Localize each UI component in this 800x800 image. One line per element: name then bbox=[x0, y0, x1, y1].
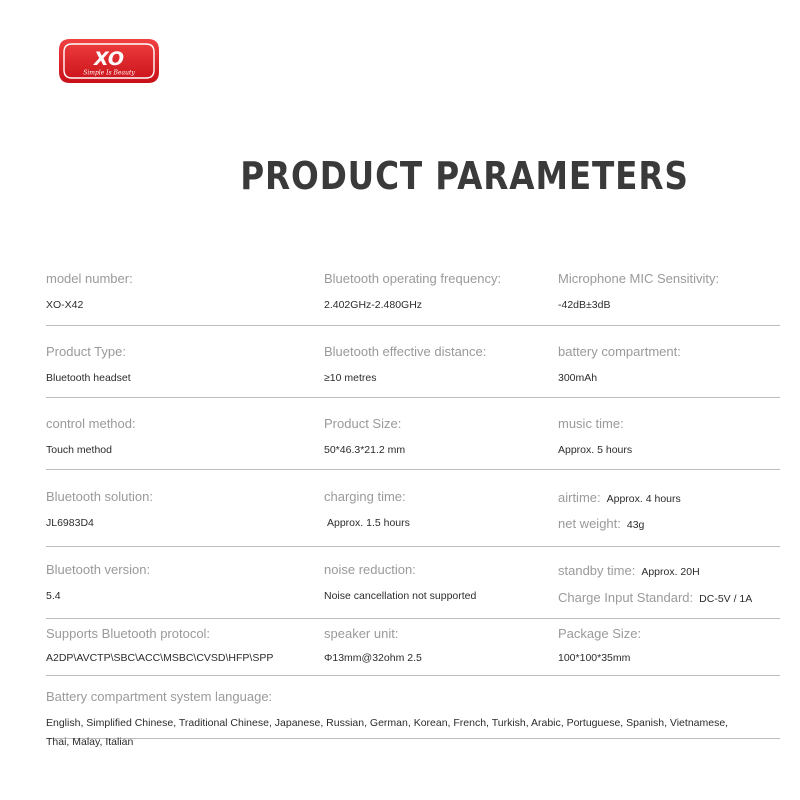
spec-cell bbox=[46, 271, 133, 311]
spec-cell bbox=[324, 344, 486, 384]
spec-label: control method: bbox=[46, 416, 136, 431]
spec-cell bbox=[46, 344, 131, 384]
spec-row bbox=[46, 470, 780, 547]
spec-label: Product Size: bbox=[324, 416, 402, 431]
spec-cell bbox=[46, 489, 153, 529]
spec-label: Microphone MIC Sensitivity: bbox=[558, 271, 720, 286]
spec-value: 50*46.3*21.2 mm bbox=[324, 444, 406, 456]
spec-label: Battery compartment system language: bbox=[46, 689, 273, 704]
spec-cell bbox=[46, 626, 273, 664]
spec-value: Approx. 4 hours bbox=[606, 493, 681, 505]
spec-label: Supports Bluetooth protocol: bbox=[46, 626, 211, 641]
spec-row bbox=[46, 326, 780, 398]
spec-value: Approx. 1.5 hours bbox=[327, 517, 410, 529]
spec-label: net weight: bbox=[558, 516, 621, 531]
spec-label: model number: bbox=[46, 271, 133, 286]
spec-label: Bluetooth version: bbox=[46, 562, 151, 577]
spec-value: -42dB±3dB bbox=[558, 299, 611, 311]
language-row bbox=[46, 676, 780, 748]
spec-label: Bluetooth effective distance: bbox=[324, 344, 487, 359]
spec-cell bbox=[558, 626, 641, 664]
spec-label: speaker unit: bbox=[324, 626, 399, 641]
spec-pair bbox=[558, 562, 752, 580]
spec-value: 5.4 bbox=[46, 590, 61, 602]
spec-value: DC-5V / 1A bbox=[699, 593, 753, 605]
spec-label: battery compartment: bbox=[558, 344, 681, 359]
spec-row bbox=[46, 619, 780, 676]
spec-cell bbox=[46, 562, 150, 602]
page-title: PRODUCT PARAMETERS bbox=[240, 154, 689, 198]
spec-cell bbox=[324, 562, 476, 602]
brand-logo bbox=[56, 36, 162, 86]
spec-table bbox=[46, 254, 780, 748]
spec-value: 2.402GHz-2.480GHz bbox=[324, 299, 423, 311]
spec-cell bbox=[324, 626, 422, 664]
spec-cell bbox=[46, 689, 746, 752]
spec-label: Charge Input Standard: bbox=[558, 590, 694, 605]
spec-cell bbox=[46, 416, 136, 456]
spec-value: English, Simplified Chinese, Traditional Chinese, Japanese, Russian, German, Korean, French, Turkish, Arabic, Portuguese, Spanish, Vietnamese, Thai, Malay, Italian bbox=[46, 717, 729, 748]
spec-cell bbox=[324, 489, 410, 529]
spec-label: Product Type: bbox=[46, 344, 126, 359]
spec-label: airtime: bbox=[558, 490, 601, 505]
spec-label: Bluetooth operating frequency: bbox=[324, 271, 502, 286]
spec-value: A2DP\AVCTP\SBC\ACC\MSBC\CVSD\HFP\SPP bbox=[46, 652, 274, 664]
spec-pair bbox=[558, 515, 681, 533]
spec-value: Noise cancellation not supported bbox=[324, 590, 477, 602]
spec-label: music time: bbox=[558, 416, 624, 431]
spec-value: Touch method bbox=[46, 444, 112, 456]
spec-value: Φ13mm@32ohm 2.5 bbox=[324, 652, 422, 664]
spec-row bbox=[46, 547, 780, 619]
spec-pair bbox=[558, 589, 752, 607]
spec-value: 300mAh bbox=[558, 372, 598, 384]
spec-cell bbox=[558, 562, 752, 607]
spec-row bbox=[46, 398, 780, 470]
logo-tagline: Simple Is Beauty bbox=[83, 69, 135, 77]
logo-text: XO bbox=[93, 48, 125, 70]
spec-value: 43g bbox=[626, 519, 645, 531]
spec-value: Bluetooth headset bbox=[46, 372, 131, 384]
spec-label: Bluetooth solution: bbox=[46, 489, 153, 504]
spec-value: XO-X42 bbox=[46, 299, 84, 311]
spec-label: charging time: bbox=[324, 489, 406, 504]
spec-cell bbox=[324, 271, 501, 311]
spec-label: Package Size: bbox=[558, 626, 642, 641]
spec-cell bbox=[558, 489, 681, 533]
spec-cell bbox=[558, 416, 632, 456]
spec-pair bbox=[558, 489, 681, 507]
spec-value: Approx. 20H bbox=[641, 566, 700, 578]
spec-value: ≥10 metres bbox=[324, 372, 377, 384]
spec-cell bbox=[324, 416, 405, 456]
spec-label: noise reduction: bbox=[324, 562, 416, 577]
spec-label: standby time: bbox=[558, 563, 636, 578]
spec-value: Approx. 5 hours bbox=[558, 444, 633, 456]
spec-cell bbox=[558, 344, 681, 384]
spec-value: JL6983D4 bbox=[46, 517, 94, 529]
spec-value: 100*100*35mm bbox=[558, 652, 631, 664]
spec-row bbox=[46, 254, 780, 326]
spec-cell bbox=[558, 271, 719, 311]
